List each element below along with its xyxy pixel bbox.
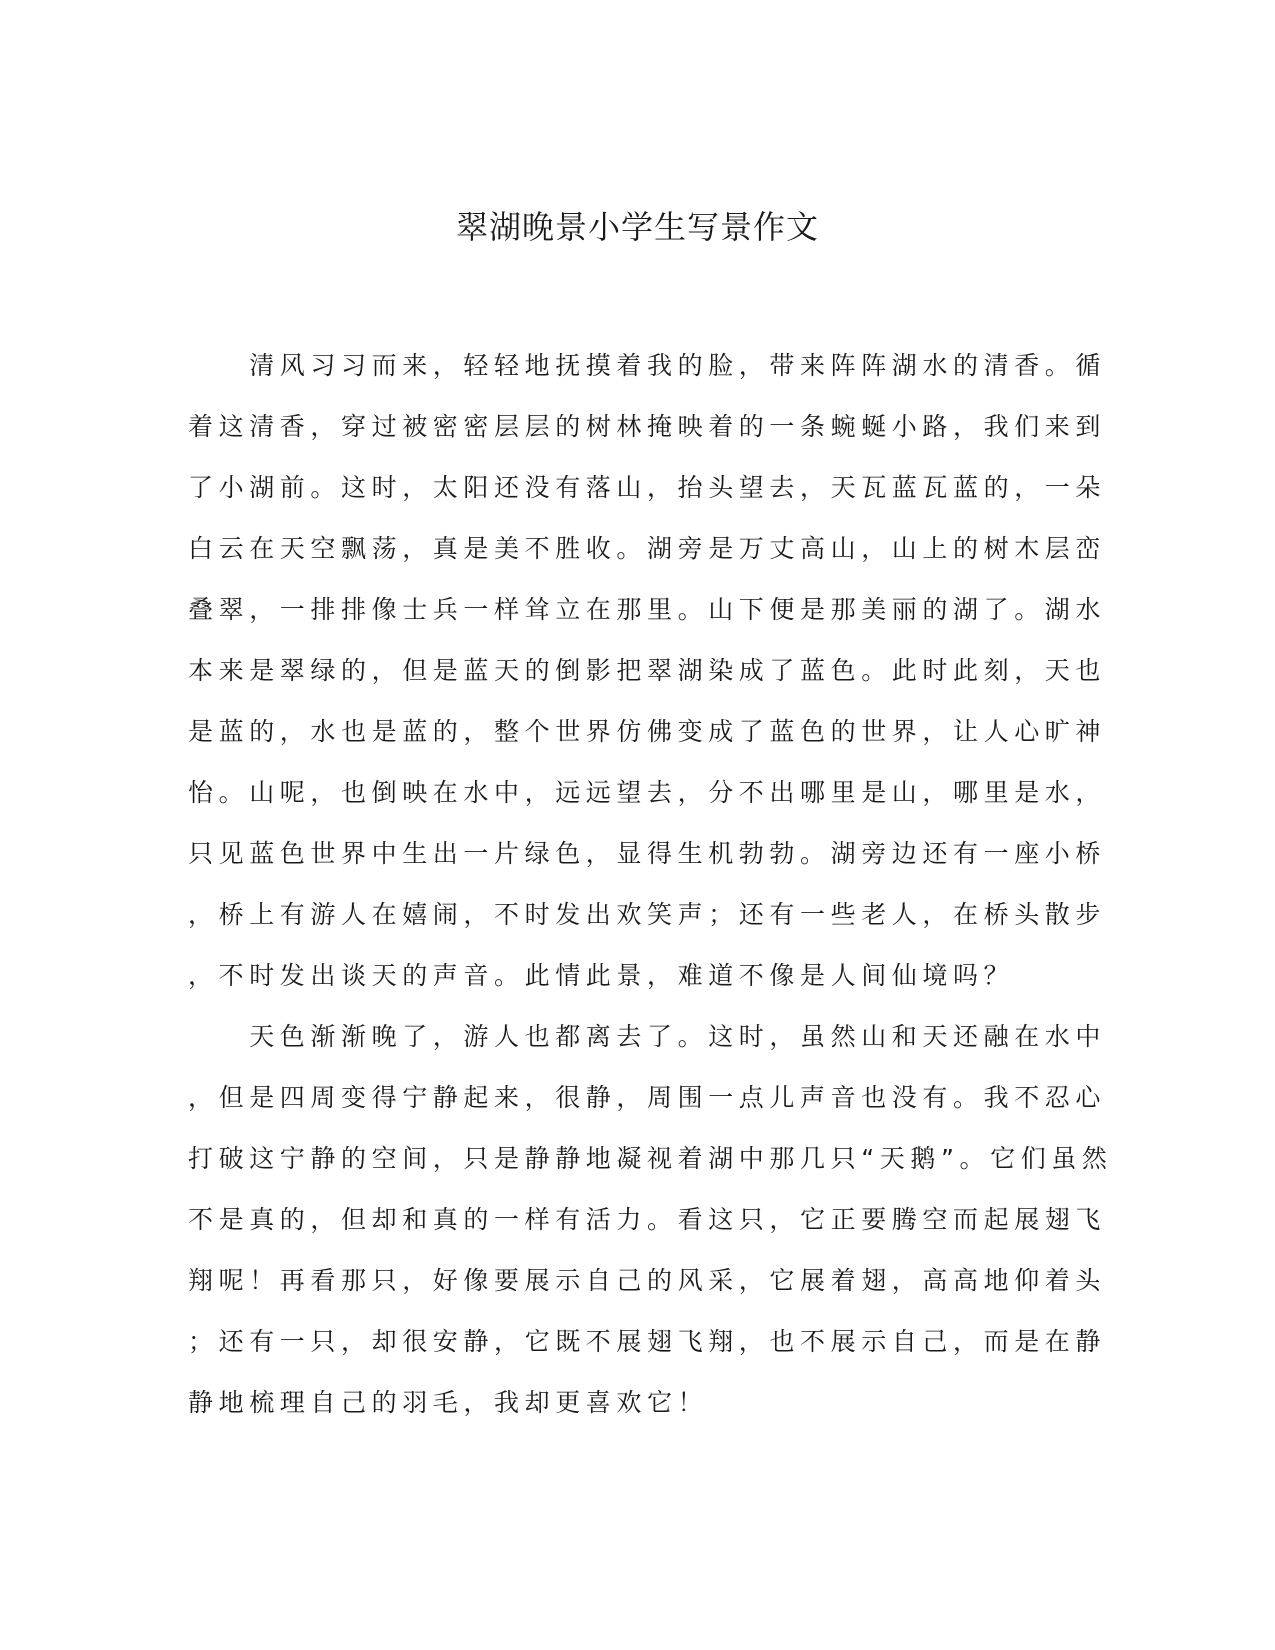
text-line: 本来是翠绿的，但是蓝天的倒影把翠湖染成了蓝色。此时此刻，天也 xyxy=(188,656,1107,685)
text-line: 怡。山呢，也倒映在水中，远远望去，分不出哪里是山，哪里是水， xyxy=(188,778,1107,807)
text-line: 清风习习而来，轻轻地抚摸着我的脸，带来阵阵湖水的清香。循 xyxy=(188,351,1107,380)
document-title: 翠湖晚景小学生写景作文 xyxy=(455,208,819,246)
text-line: 不是真的，但却和真的一样有活力。看这只，它正要腾空而起展翅飞 xyxy=(188,1205,1107,1234)
text-line: ，不时发出谈天的声音。此情此景，难道不像是人间仙境吗？ xyxy=(188,961,1015,990)
document-body xyxy=(188,335,1113,1433)
text-line: ；还有一只，却很安静，它既不展翅飞翔，也不展示自己，而是在静 xyxy=(188,1327,1107,1356)
text-line: 白云在天空飘荡，真是美不胜收。湖旁是万丈高山，山上的树木层峦 xyxy=(188,534,1107,563)
text-line: 翔呢！再看那只，好像要展示自己的风采，它展着翅，高高地仰着头 xyxy=(188,1266,1107,1295)
text-line: 叠翠，一排排像士兵一样耸立在那里。山下便是那美丽的湖了。湖水 xyxy=(188,595,1107,624)
text-line: 着这清香，穿过被密密层层的树林掩映着的一条蜿蜒小路，我们来到 xyxy=(188,412,1107,441)
text-line: 了小湖前。这时，太阳还没有落山，抬头望去，天瓦蓝瓦蓝的，一朵 xyxy=(188,473,1107,502)
paragraph-2 xyxy=(188,1006,1113,1433)
text-line: ，桥上有游人在嬉闹，不时发出欢笑声；还有一些老人，在桥头散步 xyxy=(188,900,1107,929)
text-line: 打破这宁静的空间，只是静静地凝视着湖中那几只“天鹅”。它们虽然 xyxy=(188,1144,1113,1173)
text-line: 是蓝的，水也是蓝的，整个世界仿佛变成了蓝色的世界，让人心旷神 xyxy=(188,717,1107,746)
paragraph-1 xyxy=(188,335,1107,1006)
text-line: 只见蓝色世界中生出一片绿色，显得生机勃勃。湖旁边还有一座小桥 xyxy=(188,839,1107,868)
text-line: ，但是四周变得宁静起来，很静，周围一点儿声音也没有。我不忍心 xyxy=(188,1083,1107,1112)
text-line: 静地梳理自己的羽毛，我却更喜欢它！ xyxy=(188,1388,709,1417)
text-line: 天色渐渐晚了，游人也都离去了。这时，虽然山和天还融在水中 xyxy=(188,1022,1107,1051)
